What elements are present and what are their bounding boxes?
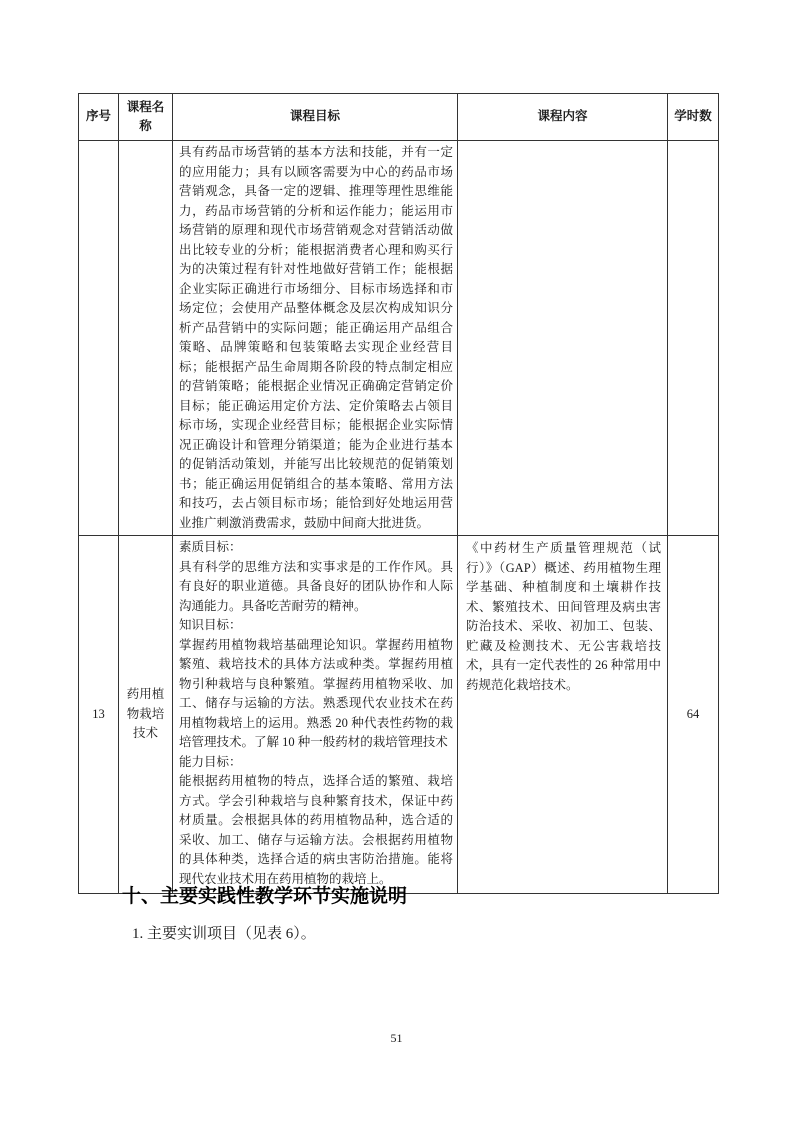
col-header-no: 序号 [79, 94, 119, 141]
table-row-13 [79, 536, 719, 894]
col-header-hours: 学时数 [668, 94, 719, 141]
paragraph: 具有药品市场营销的基本方法和技能，并有一定的应用能力；具有以顾客需要为中心的药品市场营销观念，具备一定的逻辑、推理等理性思维能力，药品市场营销的分析和运作能力；能运用市场营销的原理和现代市场营销观念对营销活动做出比较专业的分析；能根据消费者心理和购买行为的决策过程有针对性地做好营销工作；能根据企业实际正确进行市场细分、目标市场选择和市场定位；会使用产品整体概念及层次构成知识分析产品营销中的实际问题；能正确运用产品组合策略、品牌策略和包装策略去实现企业经营目标；能根据产品生命周期各阶段的特点制定相应的营销策略；能根据企业情况正确确定营销定价目标；能正确运用定价方法、定价策略去占领目标市场，实现企业经营目标；能根据企业实际情况正确设计和管理分销渠道；能为企业进行基本的促销活动策划，并能写出比较规范的促销策划书；能正确运用促销组合的基本策略、常用方法和技巧，去占领目标市场；能恰到好处地运用营业推广刺激消费需求，鼓励中间商大批进货。 [179, 145, 453, 530]
paragraph: 能力目标： [179, 754, 242, 769]
table-row-continuation [79, 141, 719, 536]
cell-objectives [173, 536, 458, 894]
cell-hours [668, 141, 719, 536]
col-header-objectives: 课程目标 [173, 94, 458, 141]
cell-content [458, 141, 668, 536]
cell-hours: 64 [668, 536, 719, 894]
col-header-course-name: 课程名称 [119, 94, 173, 141]
cell-course-name [119, 141, 173, 536]
page-number: 51 [390, 1031, 403, 1045]
course-table [78, 93, 719, 894]
paragraph: 知识目标： [179, 618, 242, 632]
paragraph: 能根据药用植物的特点，选择合适的繁殖、栽培方式。学会引种栽培与良种繁育技术，保证中药材质量。会根据具体的药用植物品种，选合适的采收、加工、储存与运输方法。会根据药用植物的具体种类，选择合适的病虫害防治措施。能将现代农业技术用在药用植物的栽培上。 [179, 774, 453, 886]
paragraph: 具有科学的思维方法和实事求是的工作作风。具有良好的职业道德。具备良好的团队协作和人际沟通能力。具备吃苦耐劳的精神。 [179, 559, 453, 613]
paragraph: 《中药材生产质量管理规范（试行）》（GAP）概述、药用植物生理学基础、种植制度和土壤耕作技术、繁殖技术、田间管理及病虫害防治技术、采收、初加工、包装、贮藏及检测技术、无公害栽培技术，具有一定代表性的 26 种常用中药规范化栽培技术。 [466, 541, 661, 692]
col-header-content: 课程内容 [458, 94, 668, 141]
section-item-1: 1. 主要实训项目（见表 6）。 [132, 926, 316, 942]
cell-objectives [173, 141, 458, 536]
table-header-row [79, 94, 719, 141]
section-heading: 十、主要实践性教学环节实施说明 [122, 886, 408, 907]
cell-no: 13 [79, 536, 119, 894]
paragraph: 素质目标： [179, 540, 242, 554]
cell-content [458, 536, 668, 894]
paragraph: 掌握药用植物栽培基础理论知识。掌握药用植物繁殖、栽培技术的具体方法或种类。掌握药用植物引种栽培与良种繁殖。掌握药用植物采收、加工、储存与运输的方法。熟悉现代农业技术在药用植物栽培上的运用。熟悉 20 种代表性药物的栽培管理技术。了解 10 种一般药材的栽培管理技术 [179, 637, 453, 749]
cell-course-name: 药用植物栽培技术 [119, 536, 173, 894]
cell-no [79, 141, 119, 536]
